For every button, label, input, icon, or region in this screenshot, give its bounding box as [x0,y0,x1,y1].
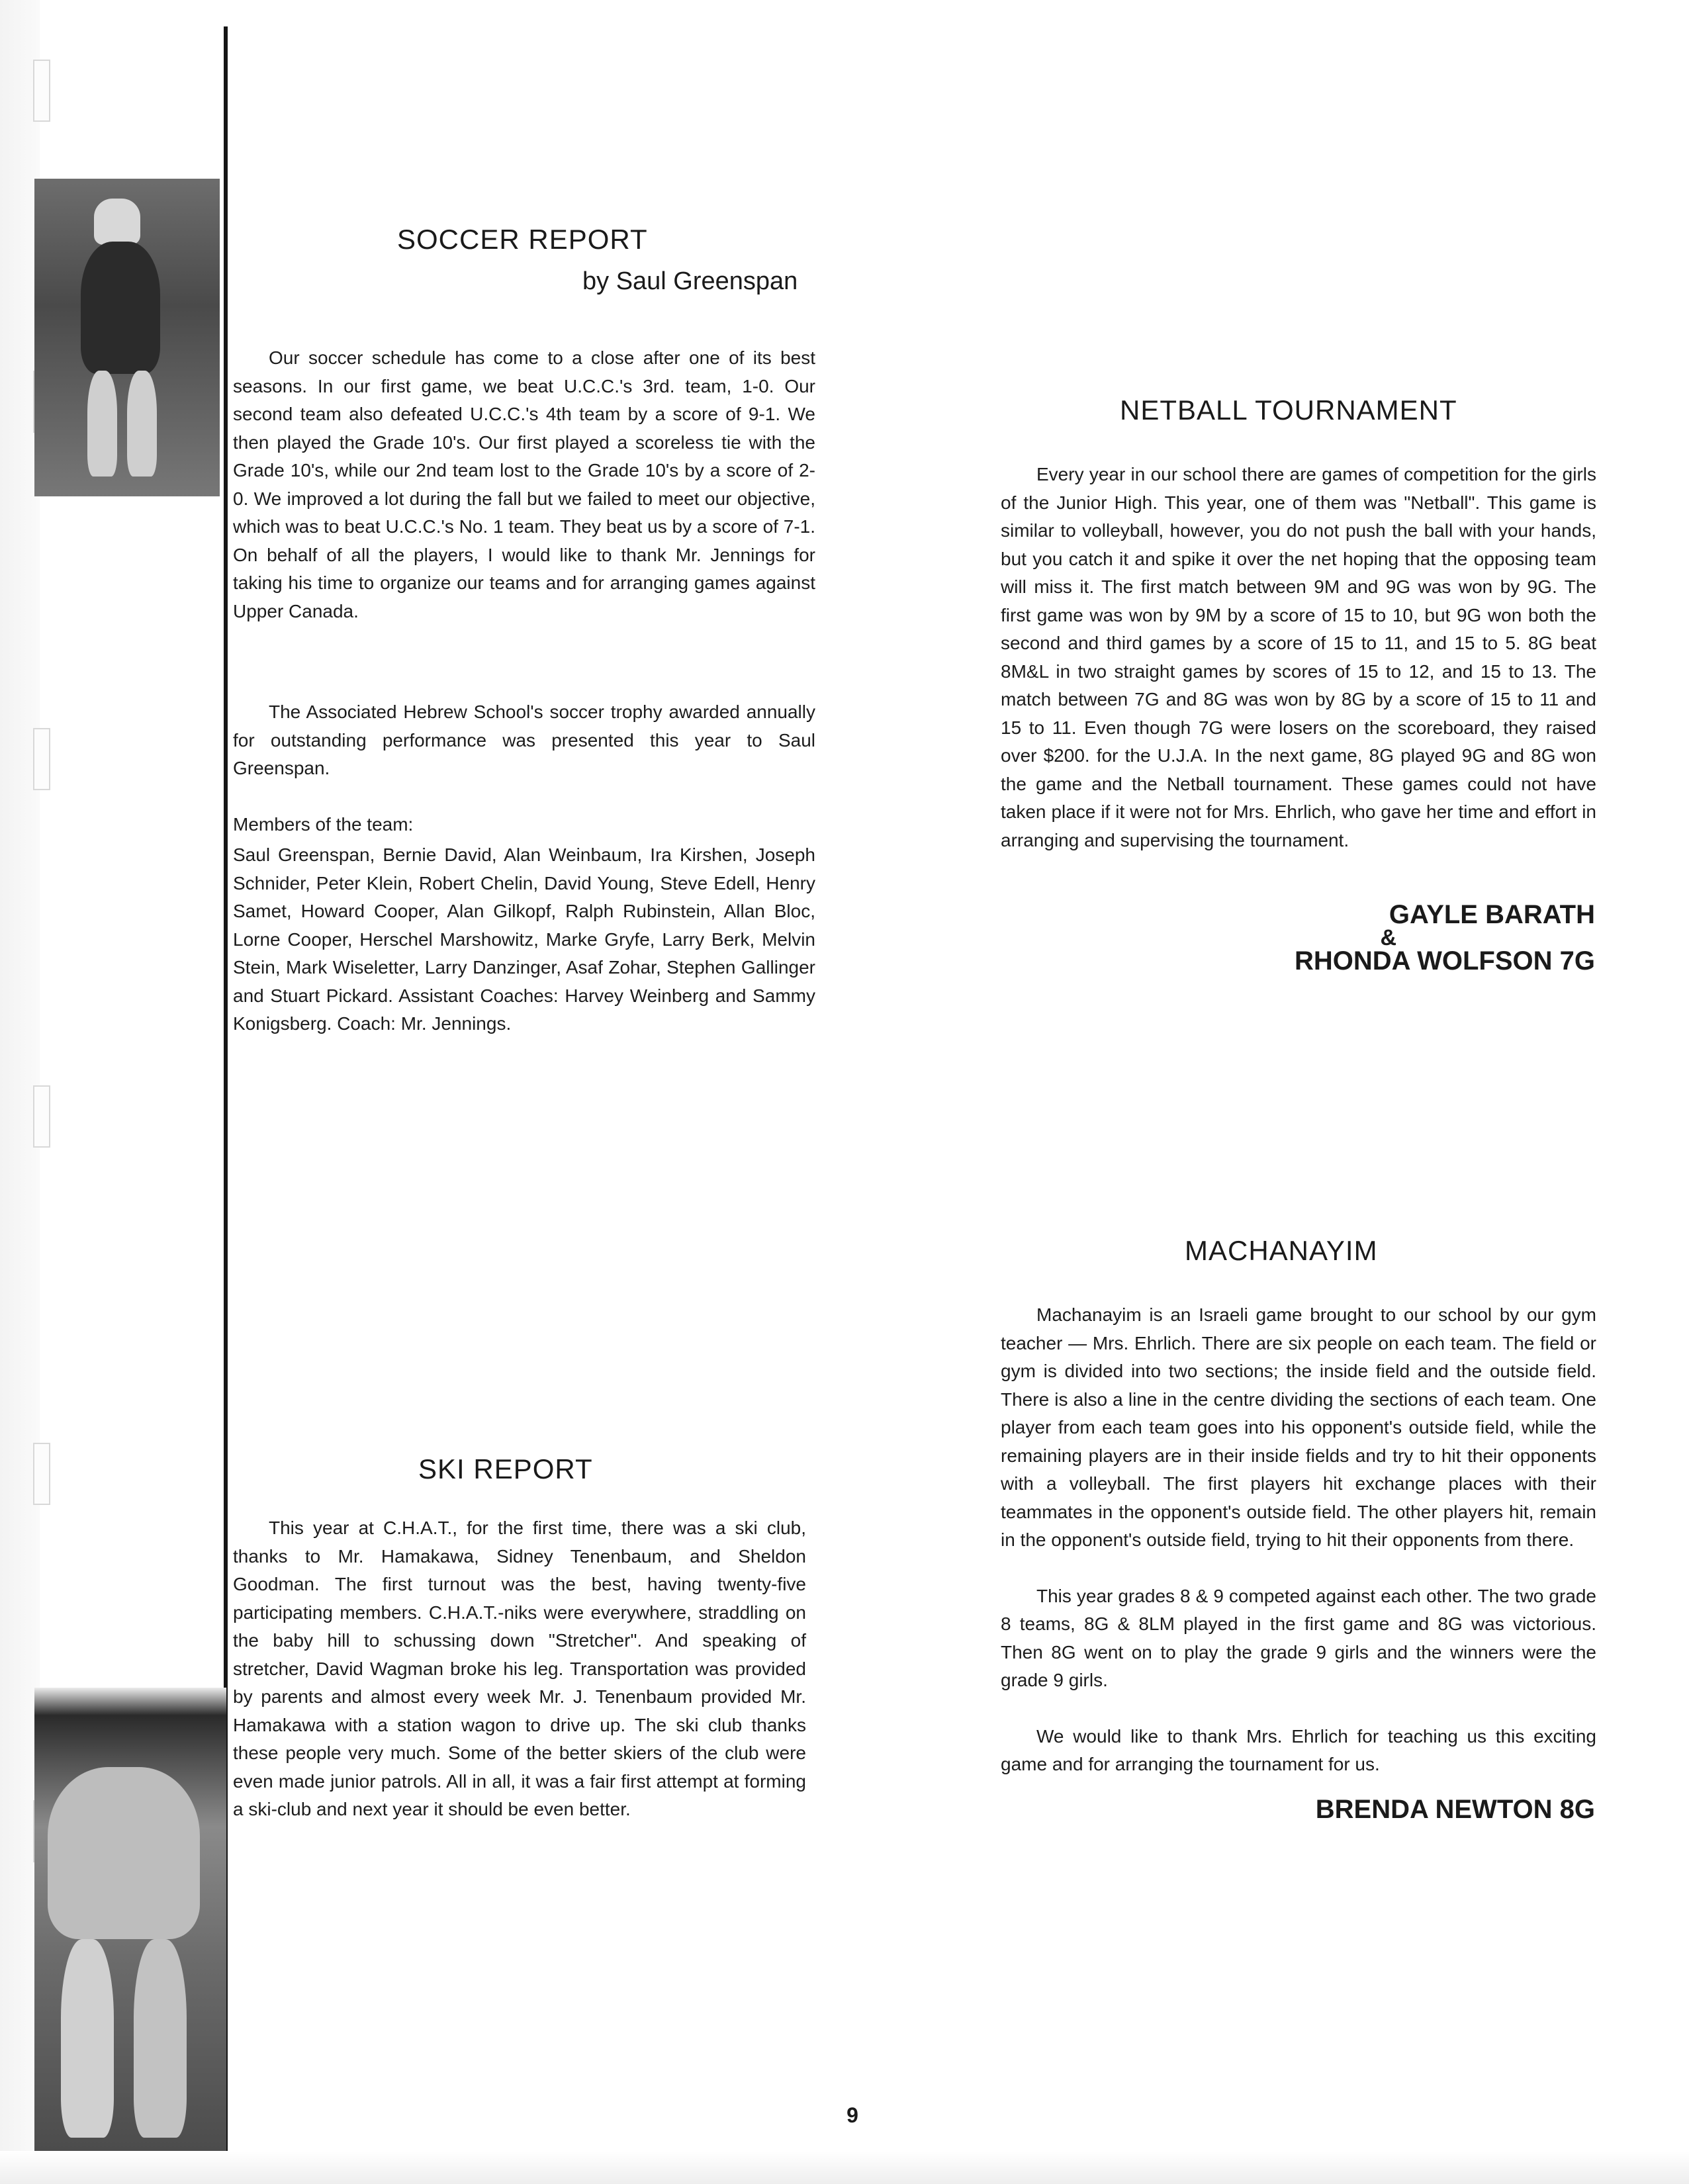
netball-report-body [1001,461,1596,854]
ski-report-title: SKI REPORT [418,1453,593,1484]
player-helmet [94,199,140,245]
soccer-report-body [233,344,815,1038]
binding-hole [33,1085,50,1148]
soccer-paragraph: Our soccer schedule has come to a close after one of its best seasons. In our first game, we beat U.C.C.'s 3rd. team, 1-0. Our second team also defeated U.C.C.'s 4th team by a score of 9-1. We then played the Grade 10's. Our first played a scoreless tie with the Grade 10's, while our 2nd team lost to the Grade 10's by a score of 2-0. We improved a lot during the fall but we failed to meet our objective, which was to beat U.C.C.'s No. 1 team. They beat us by a score of 7-1. On behalf of all the players, I would like to thank Mr. Jennings for taking his time to organize our teams and for arranging games against Upper Canada. [233,347,815,621]
player-leg [134,1939,187,2138]
author-gayle-barath: GAYLE BARATH [1389,900,1595,929]
player-leg [61,1939,114,2138]
netball-tournament-title: NETBALL TOURNAMENT [1120,394,1457,426]
team-members-list: Saul Greenspan, Bernie David, Alan Weinbaum, Ira Kirshen, Joseph Schnider, Peter Klein, Robert Chelin, David Young, Steve Edell, Henry Samet, Howard Cooper, Alan Gilkopf, Ralph Rubinstein, Allan Bloc, Lorne Cooper, Herschel Marshowitz, Marke Gryfe, Larry Berk, Melvin Stein, Mark Wiseletter, Larry Danzinger, Asaf Zohar, Stephen Gallinger and Stuart Pickard. Assistant Coaches: Harvey Weinberg and Sammy Konigsberg. Coach: Mr. Jennings. [233,844,815,1034]
binding-hole [33,60,50,122]
machanayim-body [1001,1301,1596,1779]
binding-hole [33,728,50,790]
soccer-action-photo [34,1688,226,2151]
page-number: 9 [846,2103,858,2127]
player-leg [87,371,117,477]
player-body [48,1767,200,1939]
ski-paragraph: This year at C.H.A.T., for the first time, there was a ski club, thanks to Mr. Hamakawa, Sidney Tenenbaum, and Sheldon Goodman. The first turnout was the best, having twenty-five participating members. C.H.A.T.-niks were everywhere, straddling on the baby hill to schussing down "Stretcher". And speaking of stretcher, David Wagman broke his leg. Transportation was provided by parents and almost every week Mr. J. Tenenbaum provided Mr. Hamakawa with a station wagon to drive up. The ski club thanks these people very much. Some of the better skiers of the club were even made junior patrols. All in all, it was a fair first attempt at forming a ski-club and next year it should be even better. [233,1518,806,1819]
player-body [81,242,160,374]
netball-authors [1125,899,1595,977]
soccer-report-byline: by Saul Greenspan [582,267,798,295]
machanayim-title: MACHANAYIM [1185,1235,1378,1266]
machanayim-paragraph: We would like to thank Mrs. Ehrlich for teaching us this exciting game and for arranging the tournament for us. [1001,1725,1596,1774]
soccer-trophy-paragraph: The Associated Hebrew School's soccer trophy awarded annually for outstanding performance was presented this year to Saul Greenspan. [233,702,815,778]
soccer-player-photo [34,179,220,496]
page-bottom-edge [0,2151,1689,2184]
binding-edge [0,0,40,2184]
machanayim-paragraph: This year grades 8 & 9 competed against each other. The two grade 8 teams, 8G & 8LM played in the first game and 8G was victorious. Then 8G went on to play the grade 9 girls and the winners were the grade 9 girls. [1001,1585,1596,1690]
soccer-report-title: SOCCER REPORT [397,224,648,255]
machanayim-paragraph: Machanayim is an Israeli game brought to our school by our gym teacher — Mrs. Ehrlich. There are six people on each team. The field or gym is divided into two sections; the inside field and the outside field. There is also a line in the centre dividing the sections of each team. One player from each team goes into his opponent's outside field, while the remaining players are in their inside fields and try to hit their opponents with a volleyball. The first players hit exchange places with their teammates in the opponent's outside field. The other players hit, remain in the opponent's outside field, trying to hit their opponents from there. [1001,1304,1596,1550]
author-rhonda-wolfson: RHONDA WOLFSON 7G [1294,946,1595,976]
ski-report-body [233,1514,806,1824]
author-ampersand: & [1380,925,1396,950]
player-leg [127,371,157,477]
team-members-heading: Members of the team: [233,813,414,835]
netball-paragraph: Every year in our school there are games of competition for the girls of the Junior High. This year, one of them was "Netball". This game is similar to volleyball, however, you do not push the ball with your hands, but you catch it and spike it over the net hoping that the opposing team will miss it. The first match between 9M and 9G was won by 9G. The first game was won by 9M by a score of 15 to 10, but 9G won both the second and third games by a score of 15 to 11, and 15 to 5. 8G beat 8M&L in two straight games by scores of 15 to 12, and 15 to 13. The match between 7G and 8G was won by 8G by a score of 15 to 11 and 15 to 11. Even though 7G were losers on the scoreboard, they raised over $200. for the U.J.A. In the next game, 8G played 9G and 8G won the game and the Netball tournament. These games could not have taken place if it were not for Mrs. Ehrlich, who gave her time and effort in arranging and supervising the tournament. [1001,464,1596,850]
author-brenda-newton: BRENDA NEWTON 8G [1315,1795,1595,1824]
binding-hole [33,1443,50,1505]
